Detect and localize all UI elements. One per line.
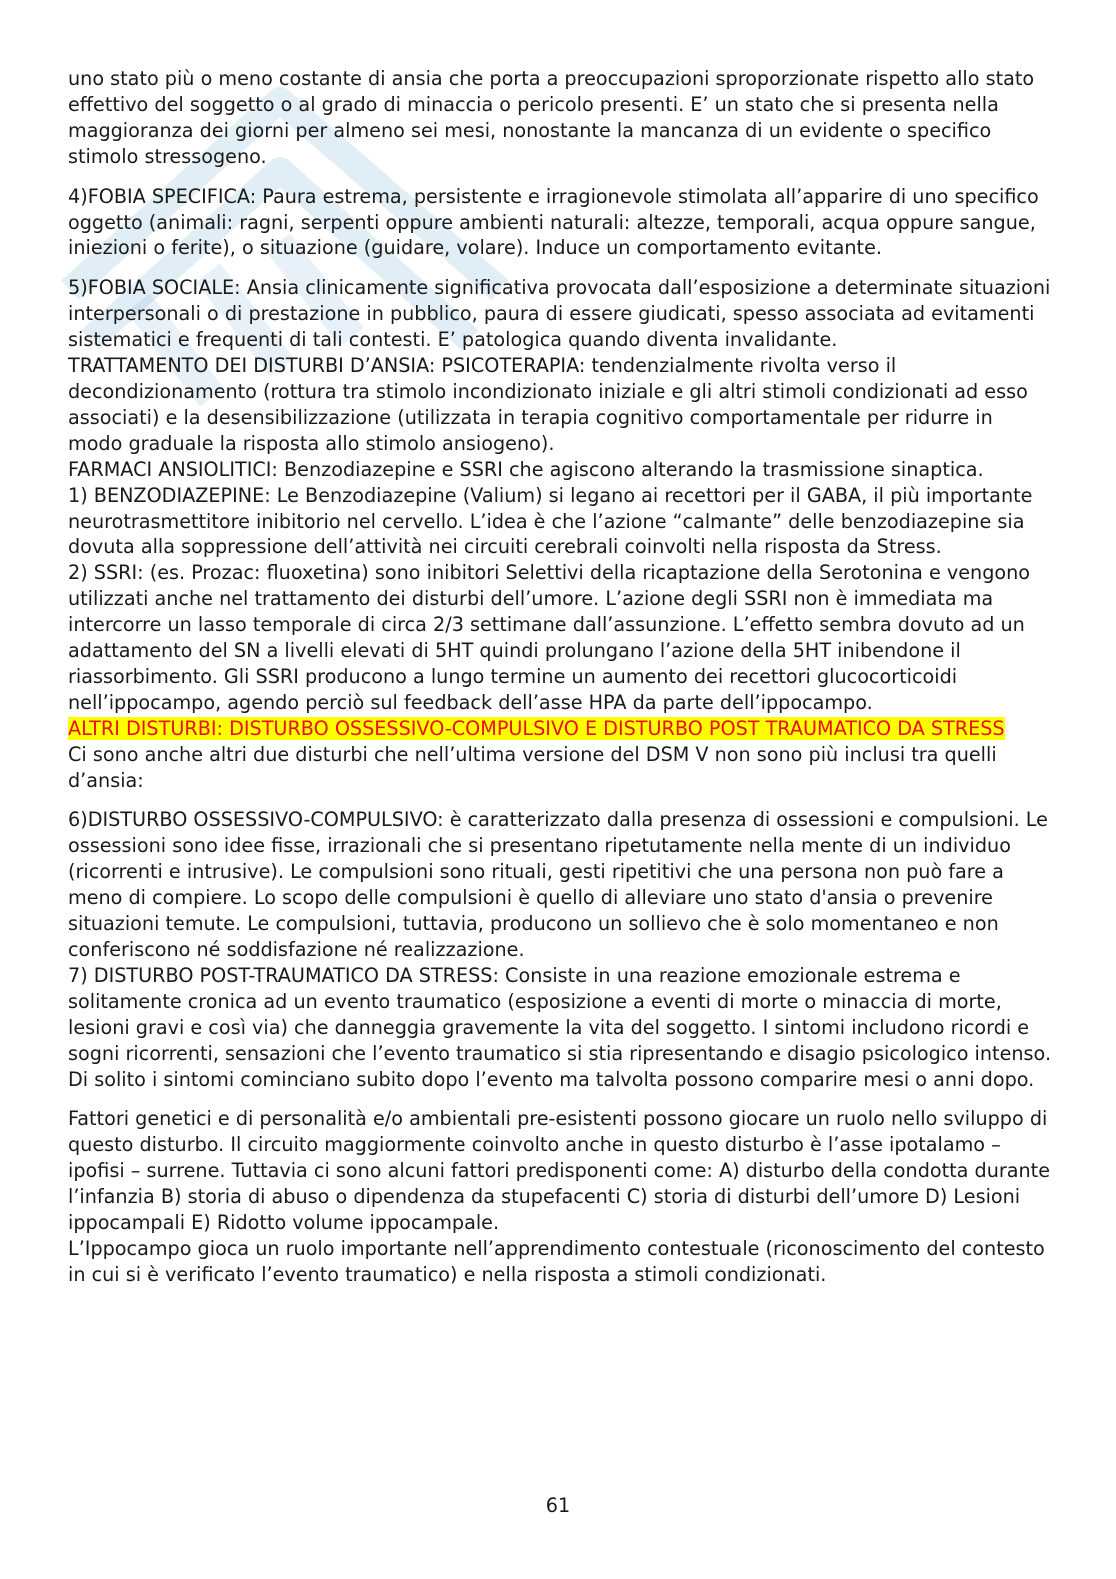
paragraph-ptsd-factors: Fattori genetici e di personalità e/o ambientali pre-esistenti possono giocare un ruolo nello sviluppo di questo disturbo. Il circuito maggiormente coinvolto anche in questo disturbo è l’asse ipotalamo – ipofisi – surrene. Tuttavia ci sono alcuni fattori predisponenti come: A) disturbo della condotta durante l’infanzia B) storia di abuso o dipendenza da stupefacenti C) storia di disturbi dell’umore D) Lesioni ippocampali E) Ridotto volume ippocampale. <box>68 1107 1050 1235</box>
section-heading-other-disorders <box>68 716 1053 742</box>
paragraph-dsm-note: Ci sono anche altri due disturbi che nell’ultima versione del DSM V non sono più inclusi tra quelli d’ansia: <box>68 742 997 792</box>
paragraph-ssri: 2) SSRI: (es. Prozac: fluoxetina) sono inibitori Selettivi della ricaptazione della Serotonina e vengono utilizzati anche nel trattamento dei disturbi dell’umore. L’azione degli SSRI non è immediata ma intercorre un lasso temporale di circa 2/3 settimane dall’assunzione. L’effetto sembra dovuto ad un adattamento del SN a livelli elevati di 5HT quindi prolungano l’azione della 5HT inibendone il riassorbimento. Gli SSRI producono a lungo termine un aumento dei recettori glucocorticoidi nell’ippocampo, agendo perciò sul feedback dell’asse HPA da parte dell’ippocampo. <box>68 561 1031 714</box>
paragraph-anxiety-treatment: TRATTAMENTO DEI DISTURBI D’ANSIA: PSICOTERAPIA: tendenzialmente rivolta verso il decondizionamento (rottura tra stimolo incondizionato iniziale e gli altri stimoli condizionati ad esso associati) e la desensibilizzazione (utilizzata in terapia cognitivo comportamentale per ridurre in modo graduale la risposta allo stimolo ansiogeno). <box>68 354 1028 455</box>
paragraph-ocd: 6)DISTURBO OSSESSIVO-COMPULSIVO: è caratterizzato dalla presenza di ossessioni e compulsioni. Le ossessioni sono idee fisse, irrazionali che si presentano ripetutamente nella mente di un individuo (ricorrenti e intrusive). Le compulsioni sono rituali, gesti ripetitivi che una persona non può fare a meno di compiere. Lo scopo delle compulsioni è quello di alleviare uno stato d'ansia o prevenire situazioni temute. Le compulsioni, tuttavia, producono un sollievo che è solo momentaneo e non conferiscono né soddisfazione né realizzazione. <box>68 808 1048 961</box>
page-number: 61 <box>545 1494 571 1517</box>
paragraph-anxiolytic-drugs: FARMACI ANSIOLITICI: Benzodiazepine e SSRI che agiscono alterando la trasmissione sinaptica. <box>68 457 984 481</box>
highlighted-heading-text: ALTRI DISTURBI: DISTURBO OSSESSIVO-COMPULSIVO E DISTURBO POST TRAUMATICO DA STRESS <box>68 716 1005 740</box>
paragraph-ptsd: 7) DISTURBO POST-TRAUMATICO DA STRESS: Consiste in una reazione emozionale estrema e solitamente cronica ad un evento traumatico (esposizione a eventi di morte o minaccia di morte, lesioni gravi e così via) che danneggia gravemente la vita del soggetto. I sintomi includono ricordi e sogni ricorrenti, sensazioni che l’evento traumatico si stia ripresentando e disagio psicologico intenso. Di solito i sintomi cominciano subito dopo l’evento ma talvolta possono comparire mesi o anni dopo. <box>68 963 1052 1091</box>
paragraph-benzodiazepines: 1) BENZODIAZEPINE: Le Benzodiazepine (Valium) si legano ai recettori per il GABA, il più importante neurotrasmettitore inibitorio nel cervello. L’idea è che l’azione “calmante” delle benzodiazepine sia dovuta alla soppressione dell’attività nei circuiti cerebrali coinvolti nella risposta da Stress. <box>68 483 1033 559</box>
paragraph-gad-description: uno stato più o meno costante di ansia che porta a preoccupazioni sproporzionate rispetto allo stato effettivo del soggetto o al grado di minaccia o pericolo presenti. E’ un stato che si presenta nella maggioranza dei giorni per almeno sei mesi, nonostante la mancanza di un evidente o specifico stimolo stressogeno. <box>68 67 1035 168</box>
paragraph-specific-phobia: 4)FOBIA SPECIFICA: Paura estrema, persistente e irragionevole stimolata all’apparire di uno specifico oggetto (animali: ragni, serpenti oppure ambienti naturali: altezze, temporali, acqua oppure sangue, iniezioni o ferite), o situazione (guidare, volare). Induce un comportamento evitante. <box>68 184 1039 260</box>
paragraph-hippocampus: L’Ippocampo gioca un ruolo importante nell’apprendimento contestuale (riconoscimento del contesto in cui si è verificato l’evento traumatico) e nella risposta a stimoli condizionati. <box>68 1236 1045 1286</box>
paragraph-social-phobia: 5)FOBIA SOCIALE: Ansia clinicamente significativa provocata dall’esposizione a determinate situazioni interpersonali o di prestazione in pubblico, paura di essere giudicati, spesso associata ad evitamenti sistematici e frequenti di tali contesti. E’ patologica quando diventa invalidante. <box>68 276 1051 352</box>
page-content <box>68 66 1053 1288</box>
